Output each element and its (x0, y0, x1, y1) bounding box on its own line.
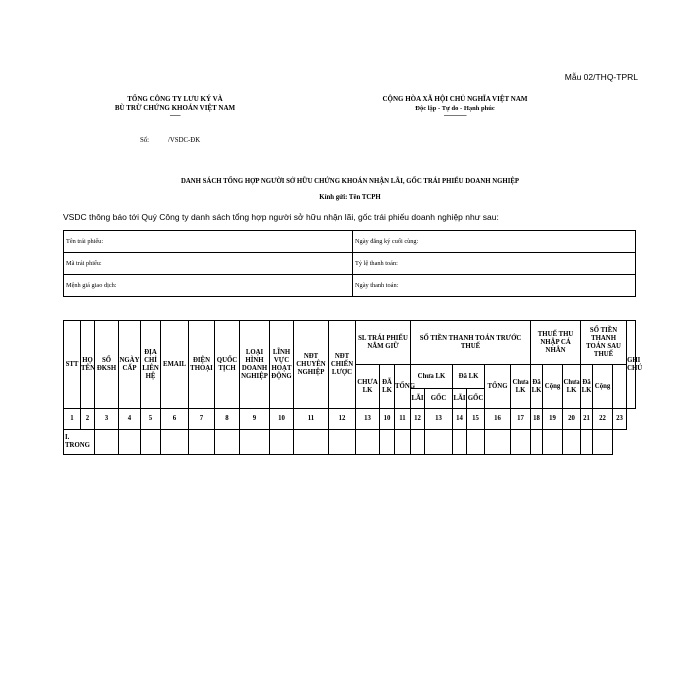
table-cell (95, 430, 119, 455)
col-number: 9 (240, 409, 270, 430)
bond-name-cell: Tên trái phiếu: (64, 231, 353, 253)
col-after-not-lk: Chưa LK (563, 365, 581, 409)
table-cell (240, 430, 270, 455)
document-title: DANH SÁCH TỔNG HỢP NGƯỜI SỞ HỮU CHỨNG KHOÁN NHẬN LÃI, GỐC TRÁI PHIẾU DOANH NGHIỆP (180, 178, 520, 185)
col-held-lk: ĐÃ LK (380, 365, 395, 409)
col-number: 14 (453, 409, 467, 430)
col-number: 13 (425, 409, 453, 430)
table-cell (356, 430, 380, 455)
col-number: 10 (270, 409, 294, 430)
table-cell (189, 430, 215, 455)
col-number: 20 (563, 409, 581, 430)
table-cell (581, 430, 593, 455)
info-row (64, 275, 636, 297)
col-number: 17 (511, 409, 531, 430)
sub-not-lk: Chưa LK (411, 365, 453, 389)
col-issue-date: NGÀY CẤP (119, 321, 141, 409)
col-number: 7 (189, 409, 215, 430)
table-cell (215, 430, 240, 455)
sub-lk: Đã LK (453, 365, 485, 389)
info-row (64, 253, 636, 275)
col-number: 5 (141, 409, 161, 430)
table-cell (161, 430, 189, 455)
col-number: 6 (161, 409, 189, 430)
table-cell (119, 430, 141, 455)
col-number: 11 (395, 409, 411, 430)
table-cell (511, 430, 531, 455)
col-note: GHI CHÚ (627, 321, 636, 409)
col-number: 10 (380, 409, 395, 430)
col-number: 1 (64, 409, 81, 430)
table-cell (329, 430, 356, 455)
col-lk-interest: LÃI (453, 389, 467, 409)
table-cell (485, 430, 511, 455)
col-pit-not-lk: Chưa LK (511, 365, 531, 409)
col-not-lk-principal: GỐC (425, 389, 453, 409)
group-pay-before-tax: SỐ TIỀN THANH TOÁN TRƯỚC THUẾ (411, 321, 531, 365)
col-number: 3 (95, 409, 119, 430)
col-held-not-lk: CHƯA LK (356, 365, 380, 409)
table-cell (141, 430, 161, 455)
col-address: ĐỊA CHỈ LIÊN HỆ (141, 321, 161, 409)
col-number: 2 (81, 409, 95, 430)
group-pit: THUẾ THU NHẬP CÁ NHÂN (531, 321, 581, 365)
table-cell (531, 430, 543, 455)
table-cell (411, 430, 425, 455)
payment-date-cell: Ngày thanh toán: (353, 275, 636, 297)
col-number: 4 (119, 409, 141, 430)
col-stt: STT (64, 321, 81, 409)
col-pay-total: TỔNG (485, 365, 511, 409)
table-cell (453, 430, 467, 455)
table-cell (270, 430, 294, 455)
record-date-cell: Ngày đăng ký cuối cùng: (353, 231, 636, 253)
table-cell (380, 430, 395, 455)
summary-label: I. TRONG (64, 430, 95, 455)
table-cell (425, 430, 453, 455)
bondholder-table (63, 320, 643, 455)
face-value-cell: Mệnh giá giao dịch: (64, 275, 353, 297)
col-pit-sum: Cộng (543, 365, 563, 409)
col-number: 8 (215, 409, 240, 430)
col-number: 21 (581, 409, 593, 430)
col-after-lk: Đã LK (581, 365, 593, 409)
org-rule: ------- (169, 113, 181, 119)
nation-rule: --------------- (443, 113, 467, 119)
col-number: 22 (593, 409, 613, 430)
issuing-organization (95, 95, 255, 119)
table-cell (543, 430, 563, 455)
col-number: 12 (329, 409, 356, 430)
summary-row (64, 430, 636, 455)
document-number (140, 137, 200, 144)
col-pit-lk: Đã LK (531, 365, 543, 409)
table-cell (467, 430, 485, 455)
table-cell (294, 430, 329, 455)
col-number: 11 (294, 409, 329, 430)
col-held-total: TỔNG (395, 365, 411, 409)
col-number: 12 (411, 409, 425, 430)
bond-info-table (63, 230, 636, 297)
payment-rate-cell: Tỷ lệ thanh toán: (353, 253, 636, 275)
org-name-line1: TỔNG CÔNG TY LƯU KÝ VÀ (127, 95, 223, 103)
table-cell (563, 430, 581, 455)
col-number: 13 (356, 409, 380, 430)
national-header (355, 95, 555, 119)
column-number-row (64, 409, 636, 430)
group-pay-after-tax: SỐ TIỀN THANH TOÁN SAU THUẾ (581, 321, 627, 365)
col-pro-investor: NĐT CHUYÊN NGHIỆP (294, 321, 329, 409)
bond-code-cell: Mã trái phiếu: (64, 253, 353, 275)
addressee: Kính gửi: Tên TCPH (319, 194, 381, 201)
form-code: Mẫu 02/THQ-TPRL (564, 72, 638, 82)
col-email: EMAIL (161, 321, 189, 409)
col-not-lk-interest: LÃI (411, 389, 425, 409)
col-after-sum: Cộng (593, 365, 613, 409)
col-lk-principal: GỐC (467, 389, 485, 409)
org-name-line2: BÙ TRỪ CHỨNG KHOÁN VIỆT NAM (114, 104, 236, 112)
info-row (64, 231, 636, 253)
table-cell (395, 430, 411, 455)
notice-text: VSDC thông báo tới Quý Công ty danh sách tổng hợp người sở hữu nhận lãi, gốc trái phiếu doanh nghiệp như sau: (63, 212, 499, 222)
nation-name: CỘNG HÒA XÃ HỘI CHỦ NGHĨA VIỆT NAM (382, 95, 528, 103)
table-cell (593, 430, 613, 455)
col-strategic-investor: NĐT CHIẾN LƯỢC (329, 321, 356, 409)
col-dksh: SỐ ĐKSH (95, 321, 119, 409)
col-nationality: QUỐC TỊCH (215, 321, 240, 409)
col-number: 15 (467, 409, 485, 430)
doc-no-suffix: /VSDC-ĐK (168, 137, 201, 144)
col-phone: ĐIỆN THOẠI (189, 321, 215, 409)
group-bonds-held: SL TRÁI PHIẾU NẮM GIỮ (356, 321, 411, 365)
col-name: HỌ TÊN (81, 321, 95, 409)
nation-motto: Độc lập - Tự do - Hạnh phúc (415, 105, 495, 112)
doc-no-label: Số: (140, 137, 150, 144)
col-number: 18 (531, 409, 543, 430)
col-number: 16 (485, 409, 511, 430)
col-field: LĨNH VỰC HOẠT ĐỘNG (270, 321, 294, 409)
col-business-type: LOẠI HÌNH DOANH NGHIỆP (240, 321, 270, 409)
header-row-1 (64, 321, 636, 365)
col-number: 19 (543, 409, 563, 430)
col-number: 23 (613, 409, 627, 430)
